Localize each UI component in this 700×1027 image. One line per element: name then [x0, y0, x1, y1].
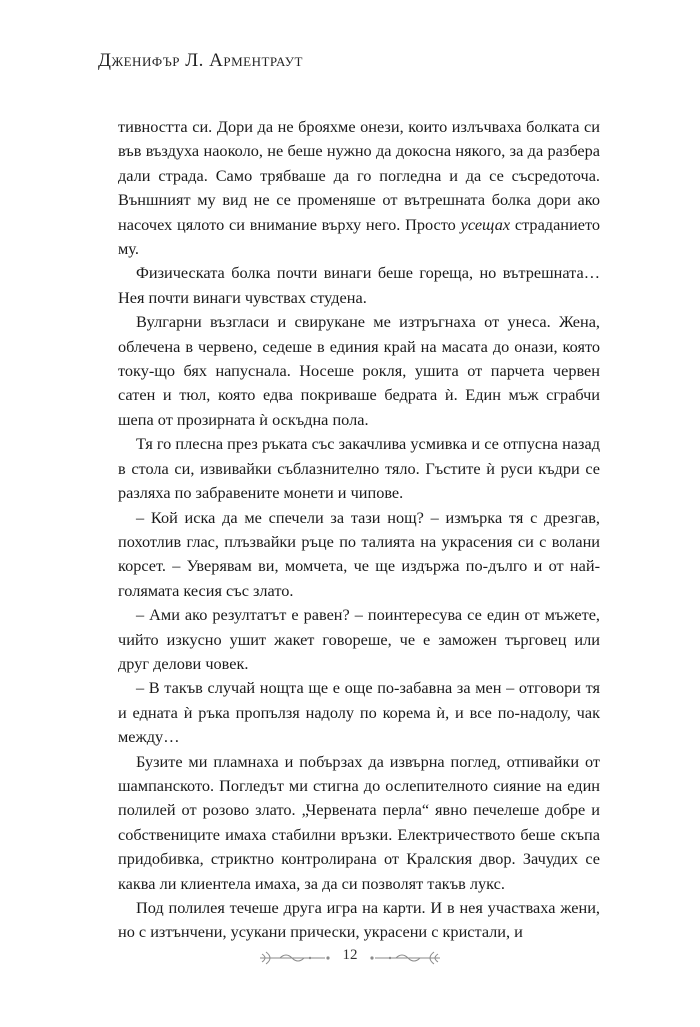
paragraph: Физическата болка почти винаги беше гореща, но вътрешната… Нея почти винаги чувствах студена.: [118, 263, 600, 307]
italic-text: усещах: [460, 214, 511, 234]
paragraph: Тя го плесна през ръката със закачлива усмивка и се отпусна назад в стола си, извивайки съблазнително тяло. Гъстите ѝ руси къдри се разляха по забравените монети и чипове.: [118, 434, 600, 503]
paragraph: – Ами ако резултатът е равен? – поинтересува се един от мъжете, чийто изкусно ушит жакет говореше, че е заможен търговец или друг делови човек.: [118, 605, 600, 673]
running-header: [98, 50, 303, 72]
paragraph: – Кой иска да ме спечели за тази нощ? – измърка тя с дрезгав, похотлив глас, плъзвайки ръце по талията на украсения си с волани корсет. – Уверявам ви, момчета, че ще издържа по-дълго и от най-голямата кесия със злато.: [118, 507, 600, 600]
paragraph: Вулгарни възгласи и свирукане ме изтръгнаха от унеса. Жена, облечена в червено, седеше в единия край на масата до онази, която току-що бях напуснала. Носеше рокля, ушита от парчета червен сатен и тюл, която едва покриваше бедрата ѝ. Един мъж сграбчи шепа от прозирната ѝ оскъдна пола.: [118, 312, 600, 429]
paragraph: Бузите ми пламнаха и побързах да извърна поглед, отпивайки от шампанското. Погледът ми стигна до ослепителното сияние на един полилей от розово злато. „Червената перла“ явно печелеше добре и собствениците имаха стабилни връзки. Електричеството беше скъпа придобивка, стриктно контролирана от Кралския двор. Зачудих се каква ли клиентела имаха, за да си позволят такъв лукс.: [118, 751, 600, 893]
page-footer: [250, 946, 450, 970]
text-run: страданието му.: [118, 214, 600, 259]
paragraph: [118, 115, 600, 261]
paragraph: Под полилея течеше друга игра на карти. И в нея участваха жени, но с изтънчени, усукани прически, украсени с кристали, и: [118, 898, 600, 942]
text-run: тивността си. Дори да не брояхме онези, които излъчваха болката си във въздуха наоколо, не беше нужно да докосна някого, за да разбера дали страда. Само трябваше да го погледна и да се съсредоточа. Външният му вид не се променяше от вътрешната болка дори ако насочех цялото си внимание върху него. Просто: [118, 117, 600, 234]
page-number: 12: [342, 947, 358, 963]
paragraph: – В такъв случай нощта ще е още по-забавна за мен – отговори тя и едната ѝ ръка пропълзя надолу по корема ѝ, и все по-надолу, чак между…: [118, 678, 600, 747]
body-text: [118, 115, 600, 945]
author-name: Дженифър Л. Арментраут: [98, 50, 303, 71]
